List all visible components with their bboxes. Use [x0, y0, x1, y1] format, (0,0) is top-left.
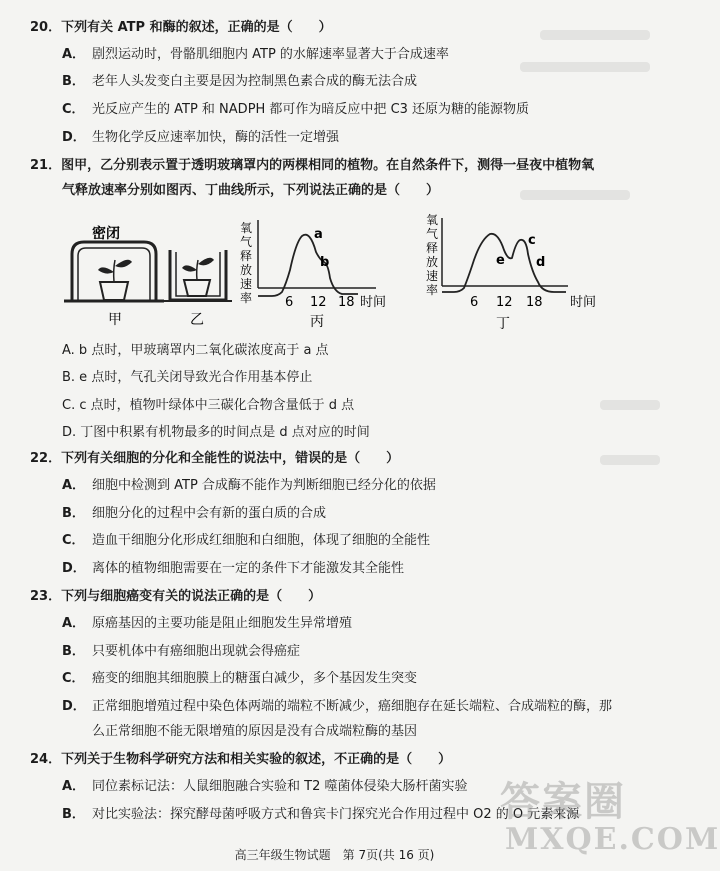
caption-ding: 丁	[496, 316, 510, 332]
x-axis-label: 时间	[360, 295, 387, 310]
point-d-label: d	[536, 255, 546, 270]
question-22-option-c	[62, 532, 430, 550]
caption-jia: 甲	[108, 312, 122, 328]
question-21-option-b: B. e 点时，气孔关闭导致光合作用基本停止	[62, 370, 313, 385]
glass-cover-yi	[170, 250, 226, 300]
option-text: 癌变的细胞其细胞膜上的糖蛋白减少，多个基因发生突变	[92, 671, 418, 686]
option-letter: C．	[62, 533, 85, 548]
option-letter: A．	[62, 779, 86, 794]
glass-cover-yi-inner	[176, 252, 220, 296]
bleed-through	[600, 455, 660, 465]
option-letter: A．	[62, 47, 86, 62]
graph-bing	[240, 220, 386, 330]
ylabel-char: 放	[240, 263, 253, 277]
leaf-jia	[115, 260, 132, 268]
ylabel-char: 放	[426, 255, 439, 269]
tick-label: 6	[285, 295, 294, 310]
ylabel-char: 氧	[240, 221, 253, 235]
question-20-option-c	[62, 101, 529, 119]
tick-label: 18	[526, 295, 543, 310]
option-letter: A．	[62, 478, 86, 493]
page-footer: 高三年级生物试题 第 7页(共 16 页)	[234, 848, 435, 862]
question-22-option-b	[62, 505, 326, 523]
point-a-label: a	[314, 227, 323, 242]
option-text: 离体的植物细胞需要在一定的条件下才能激发其全能性	[92, 561, 405, 576]
ylabel-char: 气	[426, 227, 439, 241]
question-21-figure	[58, 212, 618, 330]
option-text: 同位素标记法：人鼠细胞融合实验和 T2 噬菌体侵染大肠杆菌实验	[92, 779, 468, 794]
option-text: 细胞中检测到 ATP 合成酶不能作为判断细胞已经分化的依据	[92, 478, 436, 493]
option-letter: D．	[62, 561, 86, 576]
option-letter: C．	[62, 671, 85, 686]
bleed-through	[520, 62, 650, 72]
option-text: 对比实验法：探究酵母菌呼吸方式和鲁宾卡门探究光合作用过程中 O2 的 O 元素来源	[92, 807, 580, 822]
ylabel-char: 氧	[426, 213, 439, 227]
option-text: 只要机体中有癌细胞出现就会得癌症	[92, 644, 301, 659]
option-letter: A．	[62, 616, 86, 631]
pot-yi	[184, 280, 210, 296]
question-24-stem: 24．下列关于生物科学研究方法和相关实验的叙述，不正确的是（ ）	[30, 752, 452, 767]
sealed-label: 密闭	[92, 226, 120, 242]
watermark-url: MXQE.COM	[505, 822, 720, 857]
question-21-stem-line1: 21．图甲，乙分别表示置于透明玻璃罩内的两棵相同的植物。在自然条件下，测得一昼夜中植物氧	[30, 158, 595, 173]
question-20-option-d	[62, 129, 339, 147]
option-text: 造血干细胞分化形成红细胞和白细胞，体现了细胞的全能性	[92, 533, 431, 548]
graph-ding	[426, 213, 596, 332]
x-axis-label: 时间	[570, 295, 597, 310]
question-21-option-c: C. c 点时，植物叶绿体中三碳化合物含量低于 d 点	[62, 398, 355, 413]
tick-label: 6	[470, 295, 479, 310]
point-e-label: e	[496, 253, 505, 268]
bleed-through	[600, 400, 660, 410]
watermark-logo: 答案圈	[500, 778, 626, 825]
option-letter: B．	[62, 644, 85, 659]
ylabel-char: 速	[240, 277, 253, 291]
tick-label: 12	[496, 295, 513, 310]
question-22-option-d	[62, 560, 404, 578]
option-text: 生物化学反应速率加快，酶的活性一定增强	[92, 130, 340, 145]
point-c-label: c	[528, 233, 536, 248]
option-letter: D．	[62, 130, 86, 145]
question-23-stem: 23．下列与细胞癌变有关的说法正确的是（ ）	[30, 589, 322, 604]
tick-label: 18	[338, 295, 355, 310]
question-21-stem-line2: 气释放速率分别如图丙、丁曲线所示，下列说法正确的是（ ）	[62, 183, 440, 198]
leaf-yi	[182, 265, 197, 271]
ylabel-char: 率	[426, 283, 439, 297]
stem-jia	[114, 260, 115, 282]
ylabel-char: 气	[240, 235, 253, 249]
option-text: 光反应产生的 ATP 和 NADPH 都可作为暗反应中把 C3 还原为糖的能源物质	[92, 102, 530, 117]
question-23-option-b	[62, 643, 300, 661]
bleed-through	[520, 190, 630, 200]
caption-bing: 丙	[310, 314, 324, 330]
option-text: 剧烈运动时，骨骼肌细胞内 ATP 的水解速率显著大于合成速率	[92, 47, 449, 62]
question-23-option-d	[62, 698, 612, 716]
ylabel-char: 释	[240, 249, 253, 263]
question-21-option-a: A. b 点时，甲玻璃罩内二氧化碳浓度高于 a 点	[62, 343, 329, 358]
option-letter: B．	[62, 807, 85, 822]
question-23-option-d-continued: 么正常细胞不能无限增殖的原因是没有合成端粒酶的基因	[92, 724, 418, 739]
question-22-option-a	[62, 477, 436, 495]
option-text: 正常细胞增殖过程中染色体两端的端粒不断减少，癌细胞存在延长端粒、合成端粒的酶，那	[92, 699, 613, 714]
ylabel-char: 率	[240, 291, 253, 305]
ylabel-char: 速	[426, 269, 439, 283]
option-letter: B．	[62, 506, 85, 521]
tick-label: 12	[310, 295, 327, 310]
option-letter: D．	[62, 699, 86, 714]
question-23-option-c	[62, 670, 417, 688]
caption-yi: 乙	[190, 312, 204, 328]
point-b-label: b	[320, 255, 330, 270]
option-text: 细胞分化的过程中会有新的蛋白质的合成	[92, 506, 327, 521]
question-20-stem: 20．下列有关 ATP 和酶的叙述，正确的是（ ）	[30, 20, 332, 35]
leaf-jia	[98, 267, 114, 273]
question-22-stem: 22．下列有关细胞的分化和全能性的说法中，错误的是（ ）	[30, 451, 400, 466]
option-letter: B．	[62, 74, 85, 89]
curve-bing	[258, 235, 358, 296]
question-21-option-d: D. 丁图中积累有机物最多的时间点是 d 点对应的时间	[62, 425, 370, 440]
question-20-option-b	[62, 73, 417, 91]
option-letter: C．	[62, 102, 85, 117]
question-20-option-a	[62, 46, 449, 64]
bleed-through	[540, 30, 650, 40]
option-text: 老年人头发变白主要是因为控制黑色素合成的酶无法合成	[92, 74, 418, 89]
question-24-option-a	[62, 778, 467, 796]
question-23-option-a	[62, 615, 352, 633]
option-text: 原癌基因的主要功能是阻止细胞发生异常增殖	[92, 616, 353, 631]
pot-jia	[100, 282, 128, 300]
ylabel-char: 释	[426, 241, 439, 255]
leaf-yi	[198, 258, 214, 266]
